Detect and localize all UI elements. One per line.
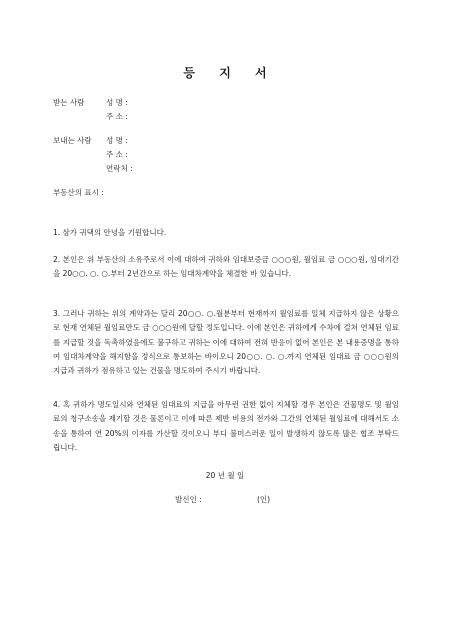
paragraph-3: 3. 그러나 귀하는 위의 계약과는 달리 20○○. ○.월분부터 현재까지 월임료를 일체 지급하지 않은 상황으로 현재 연체된 월임료만도 금 ○○○원에 달할 정도입니다. 이에 본인은 귀하에게 수차에 걸쳐 연체된 임료를 지급할 것을 독촉하였음에도 불구하고 귀하는 이에 대하여 전혀 반응이 없어 본인은 본 내용증명을 통하여 임대차계약을 해지함을 정식으로 통보하는 바이오니 20○○. ○. ○.까지 연체된 임대료 금 ○○○원의 지급과 귀하가 점유하고 있는 건물을 명도하여 주시기 바랍니다. bbox=[53, 309, 399, 376]
paragraph-2: 2. 본인은 위 부동산의 소유주로서 이에 대하여 귀하와 임대보증금 ○○○원, 월임료 금 ○○○원, 임대기간을 20○○. ○. ○.부터 2년간으로 하는 임대차계약을 체결한 바 있습니다. bbox=[53, 255, 399, 279]
receiver-address-label: 주 소 : bbox=[106, 112, 128, 121]
property-label: 부동산의 표시 : bbox=[53, 188, 104, 197]
seal-mark: (인) bbox=[257, 495, 271, 504]
paragraph-4: 4. 혹 귀하가 명도일시와 연체된 임대료의 지급을 아무런 권한 없이 지체할 경우 본인은 건물명도 및 월임료의 청구소송을 제기할 것은 물론이고 이에 따른 제반 비용의 전가와 그간의 연체된 월임료에 대해서도 소송을 통하여 연 20%의 이자를 가산할 것이오니 부디 불미스러운 일이 발생하지 않도록 많은 협조 부탁드립니다. bbox=[53, 400, 399, 452]
sender-address-label: 주 소 : bbox=[106, 150, 128, 159]
date-line: 20 년 월 일 bbox=[205, 471, 245, 480]
signature-label: 발신인 : bbox=[175, 495, 202, 504]
paragraph-1: 1. 삼가 귀댁의 안녕을 기원합니다. bbox=[53, 228, 167, 237]
sender-label: 보내는 사람 bbox=[53, 136, 92, 145]
sender-contact-label: 연락처 : bbox=[106, 164, 133, 173]
document-title: 등 지 서 bbox=[183, 66, 277, 80]
sender-name-label: 성 명 : bbox=[106, 136, 128, 145]
receiver-name-label: 성 명 : bbox=[106, 98, 128, 107]
receiver-label: 받는 사람 bbox=[53, 98, 85, 107]
